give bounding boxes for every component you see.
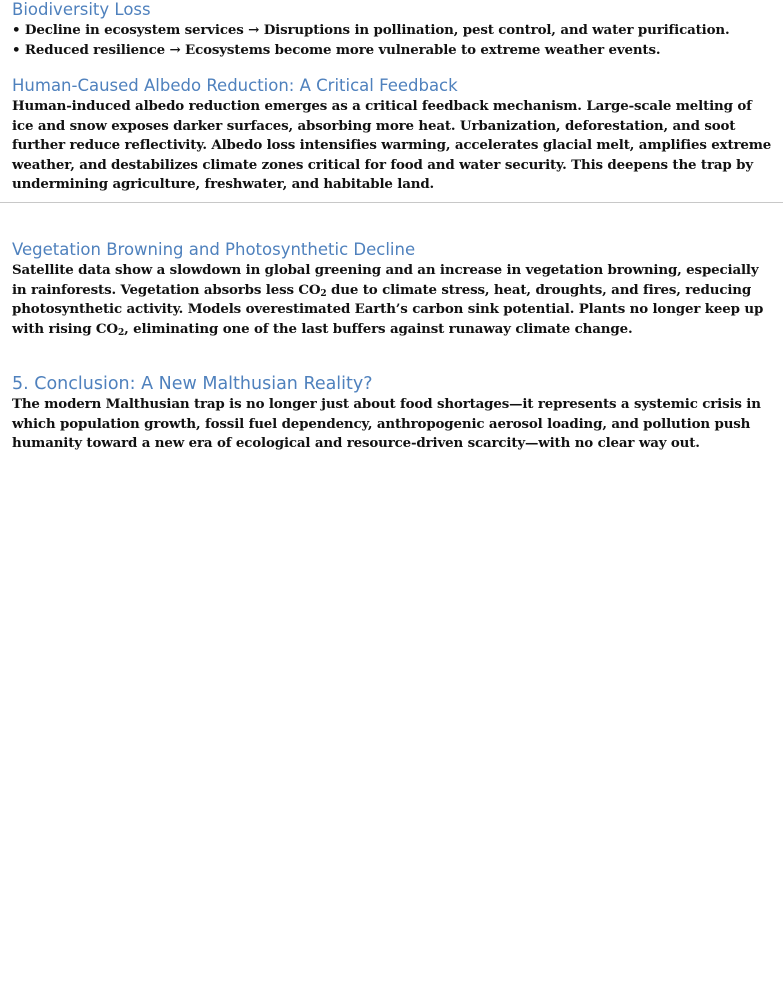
biodiversity-bullet-2: • Reduced resilience → Ecosystems become more vulnerable to extreme weather events. bbox=[12, 41, 661, 58]
vegetation-section bbox=[12, 240, 777, 339]
biodiversity-heading: Biodiversity Loss bbox=[12, 0, 151, 19]
biodiversity-bullet-1: • Decline in ecosystem services → Disruptions in pollination, pest control, and water purification. bbox=[12, 22, 730, 38]
co2-subscript-1: 2 bbox=[320, 288, 327, 299]
vegetation-heading: Vegetation Browning and Photosynthetic Decline bbox=[12, 240, 416, 259]
albedo-paragraph: Human-induced albedo reduction emerges as a critical feedback mechanism. Large-scale melting of ice and snow exposes darker surfaces, absorbing more heat. Urbanization, deforestation, and soot further reduce reflectivity. Albedo loss intensifies warming, accelerates glacial melt, amplifies extreme weather, and destabilizes climate zones critical for food and water security. This deepens the trap by undermining agriculture, freshwater, and habitable land. bbox=[12, 98, 772, 193]
albedo-section bbox=[12, 76, 777, 195]
conclusion-heading: 5. Conclusion: A New Malthusian Reality? bbox=[12, 374, 373, 394]
conclusion-paragraph: The modern Malthusian trap is no longer just about food shortages—it represents a systemic crisis in which population growth, fossil fuel dependency, anthropogenic aerosol loading, and pollution push humanity toward a new era of ecological and resource-driven scarcity—with no clear way out. bbox=[12, 396, 761, 452]
vegetation-text-3: , eliminating one of the last buffers against runaway climate change. bbox=[124, 320, 633, 337]
co2-subscript-2: 2 bbox=[117, 327, 125, 338]
vegetation-text-1: Satellite data show a slowdown in global greening and an increase in vegetation browning, especially in rainforests. Vegetation absorbs less CO bbox=[12, 262, 759, 298]
vegetation-text-2: due to climate stress, heat, droughts, and fires, reducing photosynthetic activity. Models overestimated Earth’s carbon sink potential. Plants no longer keep up with rising CO bbox=[12, 281, 764, 337]
biodiversity-section bbox=[12, 0, 777, 60]
section-divider bbox=[0, 202, 783, 203]
albedo-heading: Human-Caused Albedo Reduction: A Critical Feedback bbox=[12, 76, 458, 95]
conclusion-section bbox=[12, 374, 777, 454]
vegetation-paragraph bbox=[12, 261, 777, 339]
